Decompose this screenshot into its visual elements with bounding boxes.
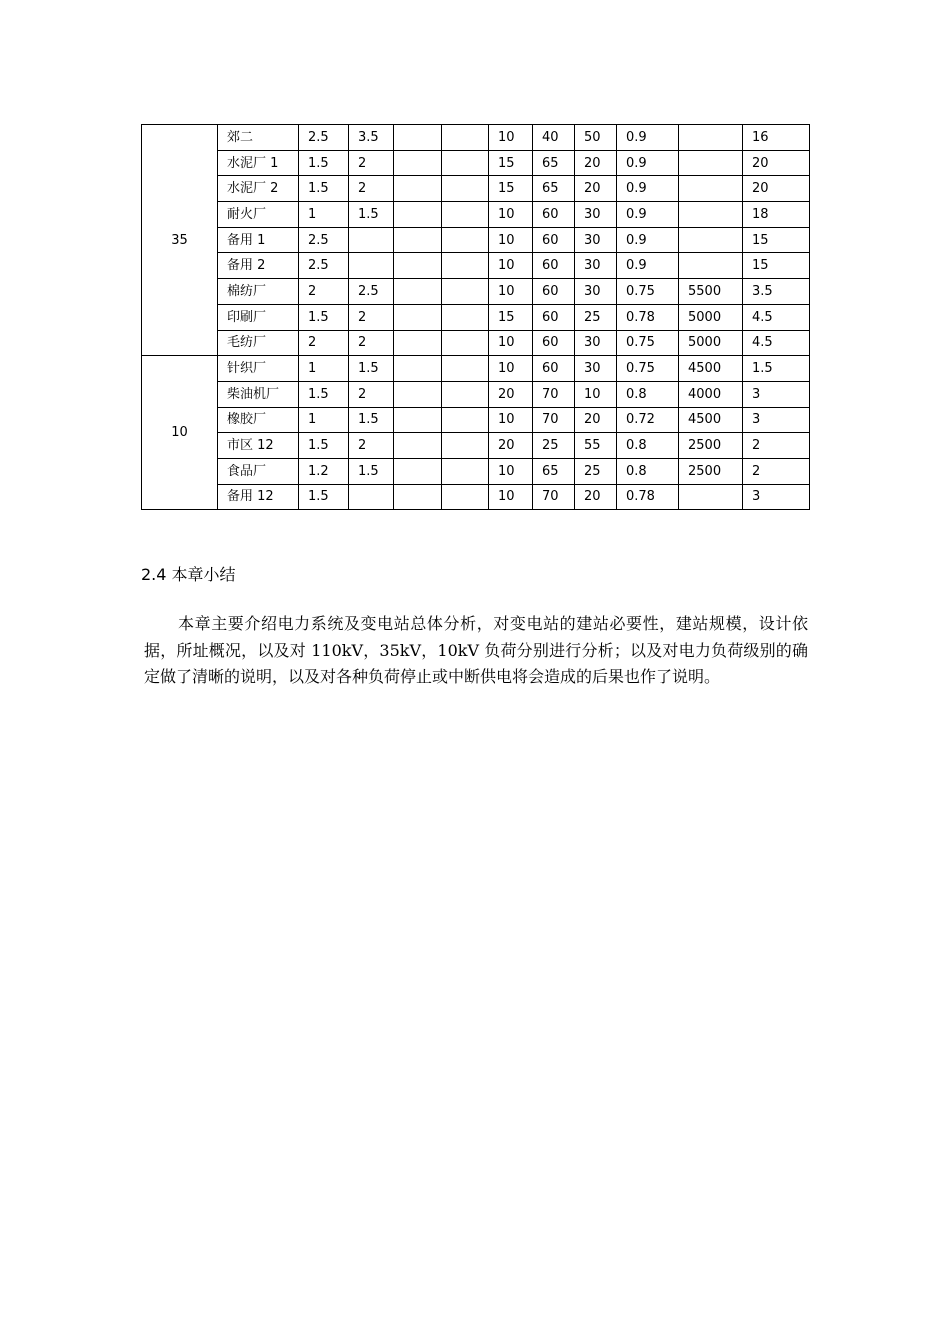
table-cell <box>394 202 442 228</box>
voltage-level-cell: 35 <box>142 125 218 356</box>
table-cell: 25 <box>575 304 617 330</box>
table-cell <box>442 381 489 407</box>
table-cell: 3 <box>743 484 810 510</box>
table-row <box>142 279 810 305</box>
table-row <box>142 458 810 484</box>
load-name-cell: 棉纺厂 <box>218 279 299 305</box>
table-cell <box>442 202 489 228</box>
table-cell: 1.5 <box>349 202 394 228</box>
table-cell <box>679 253 743 279</box>
table-cell: 60 <box>533 304 575 330</box>
table-cell: 3 <box>743 381 810 407</box>
table-cell: 20 <box>743 176 810 202</box>
table-cell: 1.5 <box>299 176 349 202</box>
table-cell: 70 <box>533 407 575 433</box>
table-cell: 1.5 <box>299 433 349 459</box>
table-cell <box>394 484 442 510</box>
table-cell: 4500 <box>679 407 743 433</box>
table-cell: 10 <box>489 202 533 228</box>
table-cell: 30 <box>575 356 617 382</box>
load-name-cell: 市区 12 <box>218 433 299 459</box>
table-cell: 10 <box>489 125 533 151</box>
table-cell <box>679 484 743 510</box>
table-cell <box>394 253 442 279</box>
table-cell <box>394 176 442 202</box>
table-cell: 0.9 <box>617 227 679 253</box>
table-cell: 65 <box>533 176 575 202</box>
table-cell: 2 <box>299 279 349 305</box>
table-cell: 1.5 <box>299 484 349 510</box>
table-cell: 40 <box>533 125 575 151</box>
table-cell: 2.5 <box>299 125 349 151</box>
load-name-cell: 食品厂 <box>218 458 299 484</box>
table-cell: 18 <box>743 202 810 228</box>
table-cell <box>394 381 442 407</box>
table-cell: 1.5 <box>349 356 394 382</box>
table-cell: 2 <box>349 330 394 356</box>
table-cell: 60 <box>533 279 575 305</box>
table-cell <box>349 227 394 253</box>
table-cell: 20 <box>489 433 533 459</box>
load-name-cell: 耐火厂 <box>218 202 299 228</box>
table-cell: 50 <box>575 125 617 151</box>
table-cell: 3.5 <box>743 279 810 305</box>
table-cell: 1.5 <box>349 407 394 433</box>
table-cell <box>394 356 442 382</box>
table-cell: 15 <box>743 227 810 253</box>
table-cell: 4.5 <box>743 330 810 356</box>
table-cell <box>442 458 489 484</box>
table-row <box>142 150 810 176</box>
table-row <box>142 381 810 407</box>
summary-paragraph: 本章主要介绍电力系统及变电站总体分析，对变电站的建站必要性，建站规模，设计依据，所址概况，以及对 110kV，35kV，10kV 负荷分别进行分析；以及对电力负荷级别的确定做了清晰的说明，以及对各种负荷停止或中断供电将会造成的后果也作了说明。 <box>144 614 808 686</box>
table-cell: 2 <box>743 458 810 484</box>
table-cell: 3.5 <box>349 125 394 151</box>
table-cell: 0.75 <box>617 279 679 305</box>
table-cell: 10 <box>489 356 533 382</box>
table-row <box>142 304 810 330</box>
table-cell: 15 <box>743 253 810 279</box>
table-cell: 30 <box>575 253 617 279</box>
table-cell <box>394 458 442 484</box>
table-cell: 0.8 <box>617 381 679 407</box>
table-cell: 2 <box>299 330 349 356</box>
table-cell: 65 <box>533 150 575 176</box>
table-cell: 60 <box>533 356 575 382</box>
table-cell: 2.5 <box>299 227 349 253</box>
table-cell: 10 <box>489 458 533 484</box>
load-name-cell: 备用 12 <box>218 484 299 510</box>
load-data-table <box>141 124 810 510</box>
table-cell: 0.9 <box>617 176 679 202</box>
table-cell <box>679 125 743 151</box>
table-row <box>142 202 810 228</box>
load-name-cell: 备用 2 <box>218 253 299 279</box>
load-name-cell: 橡胶厂 <box>218 407 299 433</box>
table-cell: 2500 <box>679 458 743 484</box>
table-cell: 25 <box>575 458 617 484</box>
table-row <box>142 330 810 356</box>
table-cell <box>442 304 489 330</box>
table-cell: 2 <box>349 381 394 407</box>
table-cell: 70 <box>533 381 575 407</box>
table-cell: 1 <box>299 407 349 433</box>
table-cell <box>442 356 489 382</box>
table-cell: 0.78 <box>617 484 679 510</box>
table-cell: 2 <box>349 433 394 459</box>
table-row <box>142 407 810 433</box>
table-cell: 4000 <box>679 381 743 407</box>
table-cell <box>442 330 489 356</box>
table-cell <box>394 279 442 305</box>
table-cell: 0.9 <box>617 150 679 176</box>
table-cell <box>442 253 489 279</box>
table-cell: 10 <box>489 484 533 510</box>
table-cell: 2.5 <box>349 279 394 305</box>
load-name-cell: 毛纺厂 <box>218 330 299 356</box>
table-cell: 15 <box>489 150 533 176</box>
table-cell: 30 <box>575 279 617 305</box>
table-cell: 4500 <box>679 356 743 382</box>
table-cell: 4.5 <box>743 304 810 330</box>
table-cell: 1.5 <box>743 356 810 382</box>
table-cell: 0.8 <box>617 433 679 459</box>
table-cell <box>442 150 489 176</box>
table-cell <box>394 125 442 151</box>
table-row <box>142 484 810 510</box>
table-cell: 30 <box>575 202 617 228</box>
table-cell: 2 <box>349 150 394 176</box>
table-cell: 30 <box>575 330 617 356</box>
load-name-cell: 印刷厂 <box>218 304 299 330</box>
table-cell: 2500 <box>679 433 743 459</box>
table-row <box>142 356 810 382</box>
table-cell: 0.9 <box>617 125 679 151</box>
table-cell <box>679 202 743 228</box>
load-name-cell: 水泥厂 1 <box>218 150 299 176</box>
table-cell: 3 <box>743 407 810 433</box>
table-body <box>142 125 810 510</box>
table-cell: 0.75 <box>617 330 679 356</box>
load-name-cell: 郊二 <box>218 125 299 151</box>
table-cell: 0.8 <box>617 458 679 484</box>
load-name-cell: 备用 1 <box>218 227 299 253</box>
table-cell: 20 <box>743 150 810 176</box>
table-cell: 20 <box>575 484 617 510</box>
table-cell: 10 <box>489 253 533 279</box>
table-row <box>142 176 810 202</box>
voltage-level-cell: 10 <box>142 356 218 510</box>
table-cell <box>349 253 394 279</box>
table-cell: 15 <box>489 176 533 202</box>
table-cell: 2 <box>349 304 394 330</box>
table-row <box>142 227 810 253</box>
table-cell: 20 <box>575 407 617 433</box>
load-name-cell: 水泥厂 2 <box>218 176 299 202</box>
table-cell <box>679 227 743 253</box>
table-cell: 0.78 <box>617 304 679 330</box>
table-cell <box>442 484 489 510</box>
table-cell: 25 <box>533 433 575 459</box>
section-heading: 2.4 本章小结 <box>141 565 236 584</box>
table-cell <box>394 433 442 459</box>
table-cell: 20 <box>575 150 617 176</box>
table-cell: 0.9 <box>617 202 679 228</box>
load-name-cell: 柴油机厂 <box>218 381 299 407</box>
table-cell: 0.75 <box>617 356 679 382</box>
table-cell: 15 <box>489 304 533 330</box>
table-cell: 20 <box>575 176 617 202</box>
table-cell <box>394 227 442 253</box>
table-cell: 10 <box>489 279 533 305</box>
table-cell <box>442 125 489 151</box>
table-cell <box>442 227 489 253</box>
table-cell: 2.5 <box>299 253 349 279</box>
table-cell <box>442 433 489 459</box>
table-cell: 60 <box>533 253 575 279</box>
table-cell: 65 <box>533 458 575 484</box>
table-cell: 10 <box>575 381 617 407</box>
table-cell: 1.5 <box>299 150 349 176</box>
table-cell <box>442 279 489 305</box>
table-cell: 1.2 <box>299 458 349 484</box>
table-cell: 16 <box>743 125 810 151</box>
table-cell <box>442 407 489 433</box>
table-cell: 10 <box>489 407 533 433</box>
table-cell: 0.9 <box>617 253 679 279</box>
table-cell: 60 <box>533 227 575 253</box>
table-cell: 70 <box>533 484 575 510</box>
table-cell: 1 <box>299 356 349 382</box>
table-cell: 60 <box>533 202 575 228</box>
table-cell <box>679 150 743 176</box>
table-cell: 2 <box>349 176 394 202</box>
table-cell: 1.5 <box>349 458 394 484</box>
table-cell: 1 <box>299 202 349 228</box>
table-cell <box>394 330 442 356</box>
table-cell <box>394 304 442 330</box>
table-cell: 5000 <box>679 330 743 356</box>
table-cell: 20 <box>489 381 533 407</box>
table-cell: 60 <box>533 330 575 356</box>
table-cell: 55 <box>575 433 617 459</box>
table-cell: 2 <box>743 433 810 459</box>
table-cell <box>394 407 442 433</box>
table-cell: 5500 <box>679 279 743 305</box>
table-row <box>142 253 810 279</box>
load-name-cell: 针织厂 <box>218 356 299 382</box>
table-row <box>142 125 810 151</box>
table-cell <box>394 150 442 176</box>
table-cell: 1.5 <box>299 304 349 330</box>
table-cell: 5000 <box>679 304 743 330</box>
table-cell: 1.5 <box>299 381 349 407</box>
table-row <box>142 433 810 459</box>
table-cell <box>349 484 394 510</box>
table-cell: 10 <box>489 330 533 356</box>
table-cell <box>442 176 489 202</box>
table-cell: 0.72 <box>617 407 679 433</box>
table-cell <box>679 176 743 202</box>
table-cell: 30 <box>575 227 617 253</box>
table-cell: 10 <box>489 227 533 253</box>
